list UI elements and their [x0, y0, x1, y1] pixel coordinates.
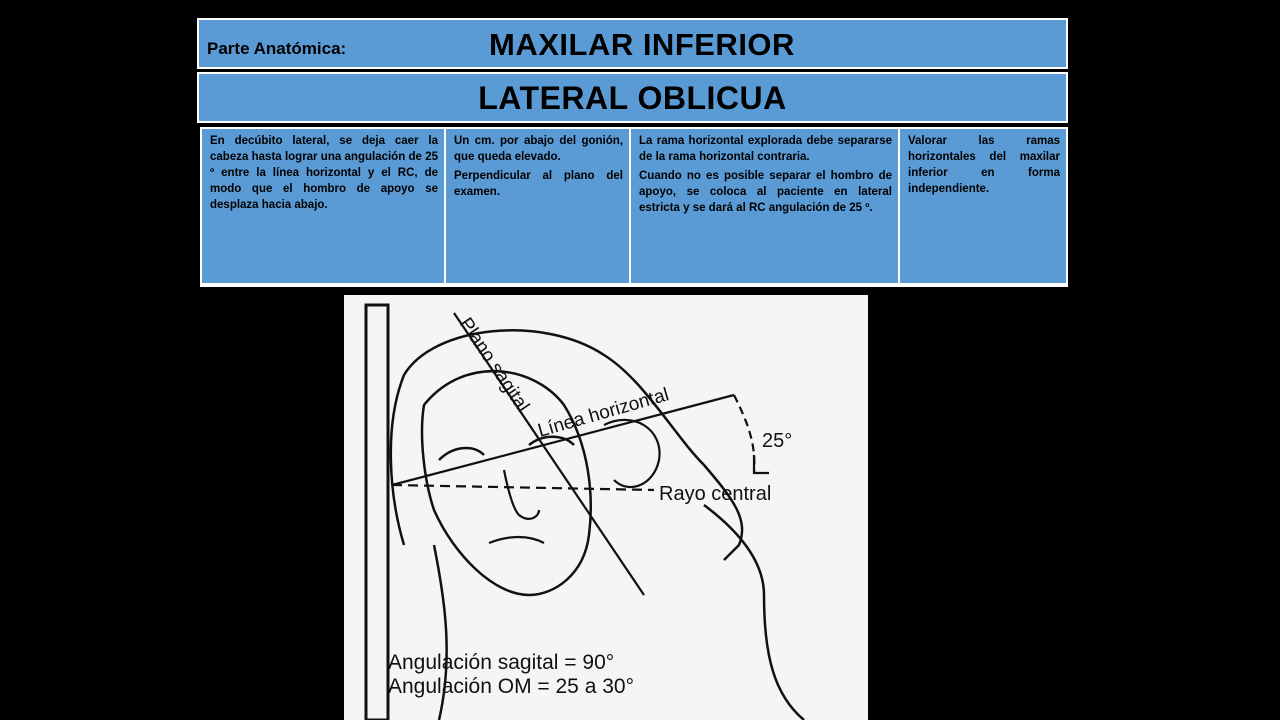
ear	[604, 420, 660, 487]
table-cell-purpose	[900, 129, 1066, 283]
projection-title: LATERAL OBLICUA	[478, 80, 787, 116]
cell-text: En decúbito lateral, se deja caer la cabeza hasta lograr una angulación de 25 º entre la línea horizontal y el RC, de modo que el hombro de apoyo se desplaza hacia abajo.	[210, 135, 438, 211]
mouth	[489, 537, 544, 543]
title-bar	[197, 18, 1068, 69]
nose	[504, 470, 539, 519]
angle-label: 25°	[762, 430, 793, 452]
cell-text: Un cm. por abajo del gonión, que queda elevado.	[454, 135, 623, 163]
cell-text: Perpendicular al plano del examen.	[454, 170, 623, 198]
caption-sagittal: Angulación sagital = 90°	[388, 651, 615, 674]
diagram-svg	[344, 295, 868, 720]
sagittal-plane-label: Plano sagital	[454, 314, 534, 416]
angle-marker	[754, 455, 769, 473]
eye-left	[439, 448, 484, 460]
central-ray-line	[392, 485, 654, 490]
cassette-board	[366, 305, 388, 720]
cell-text: Cuando no es posible separar el hombro de apoyo, se coloca al paciente en lateral estricta y se dará al RC angulación de 25 º.	[639, 170, 892, 214]
info-table	[200, 127, 1068, 287]
caption-om: Angulación OM = 25 a 30°	[388, 675, 634, 698]
positioning-diagram	[344, 295, 868, 720]
cell-text: Valorar las ramas horizontales del maxilar inferior en forma independiente.	[908, 135, 1060, 195]
angle-arc	[734, 395, 754, 473]
neck-right	[704, 505, 804, 720]
table-cell-position	[202, 129, 446, 283]
anatomic-part-label: Parte Anatómica:	[207, 39, 347, 58]
table-cell-central-ray	[446, 129, 631, 283]
subtitle-bar	[197, 72, 1068, 123]
horizontal-line-label: Línea horizontal	[535, 384, 672, 442]
anatomic-part-value: MAXILAR INFERIOR	[489, 27, 795, 62]
back-of-head	[391, 375, 404, 545]
table-cell-criteria	[631, 129, 900, 283]
central-ray-label: Rayo central	[659, 483, 772, 505]
cell-text: La rama horizontal explorada debe separarse de la rama horizontal contraria.	[639, 135, 892, 163]
